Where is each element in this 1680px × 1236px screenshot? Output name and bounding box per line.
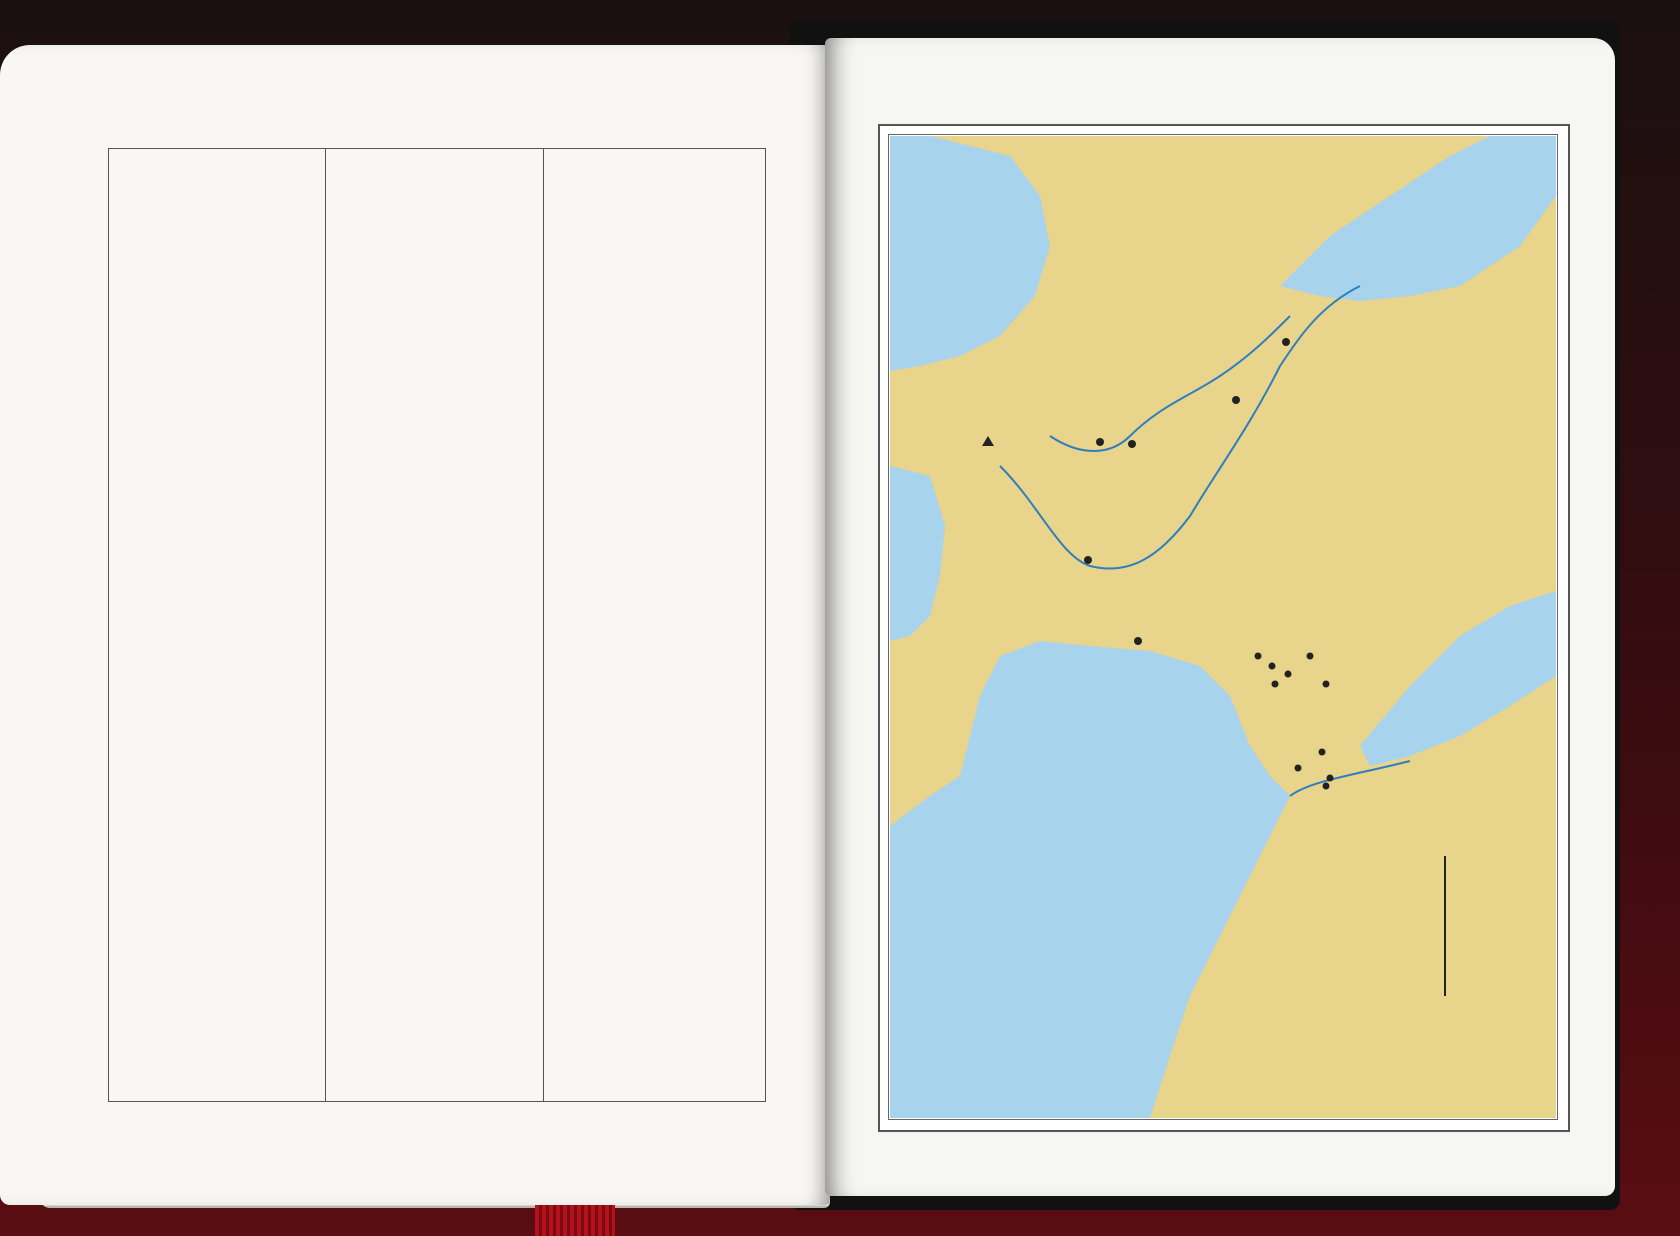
city-marker — [1319, 749, 1326, 756]
city-marker — [1128, 440, 1136, 448]
city-marker — [1134, 637, 1142, 645]
city-marker — [1327, 775, 1334, 782]
city-marker — [1282, 338, 1290, 346]
place-index-table — [108, 148, 766, 1102]
city-marker — [1255, 653, 1262, 660]
city-marker — [1307, 653, 1314, 660]
city-marker — [1323, 681, 1330, 688]
city-marker — [1285, 671, 1292, 678]
city-marker — [1272, 681, 1279, 688]
index-column — [544, 149, 765, 1101]
index-column — [109, 149, 326, 1101]
city-marker — [1084, 556, 1092, 564]
city-marker — [1323, 783, 1330, 790]
city-marker — [1295, 765, 1302, 772]
city-marker — [1269, 663, 1276, 670]
city-marker — [1232, 396, 1240, 404]
patriarchs-map — [890, 136, 1556, 1118]
index-column — [326, 149, 544, 1101]
city-marker — [1096, 438, 1104, 446]
